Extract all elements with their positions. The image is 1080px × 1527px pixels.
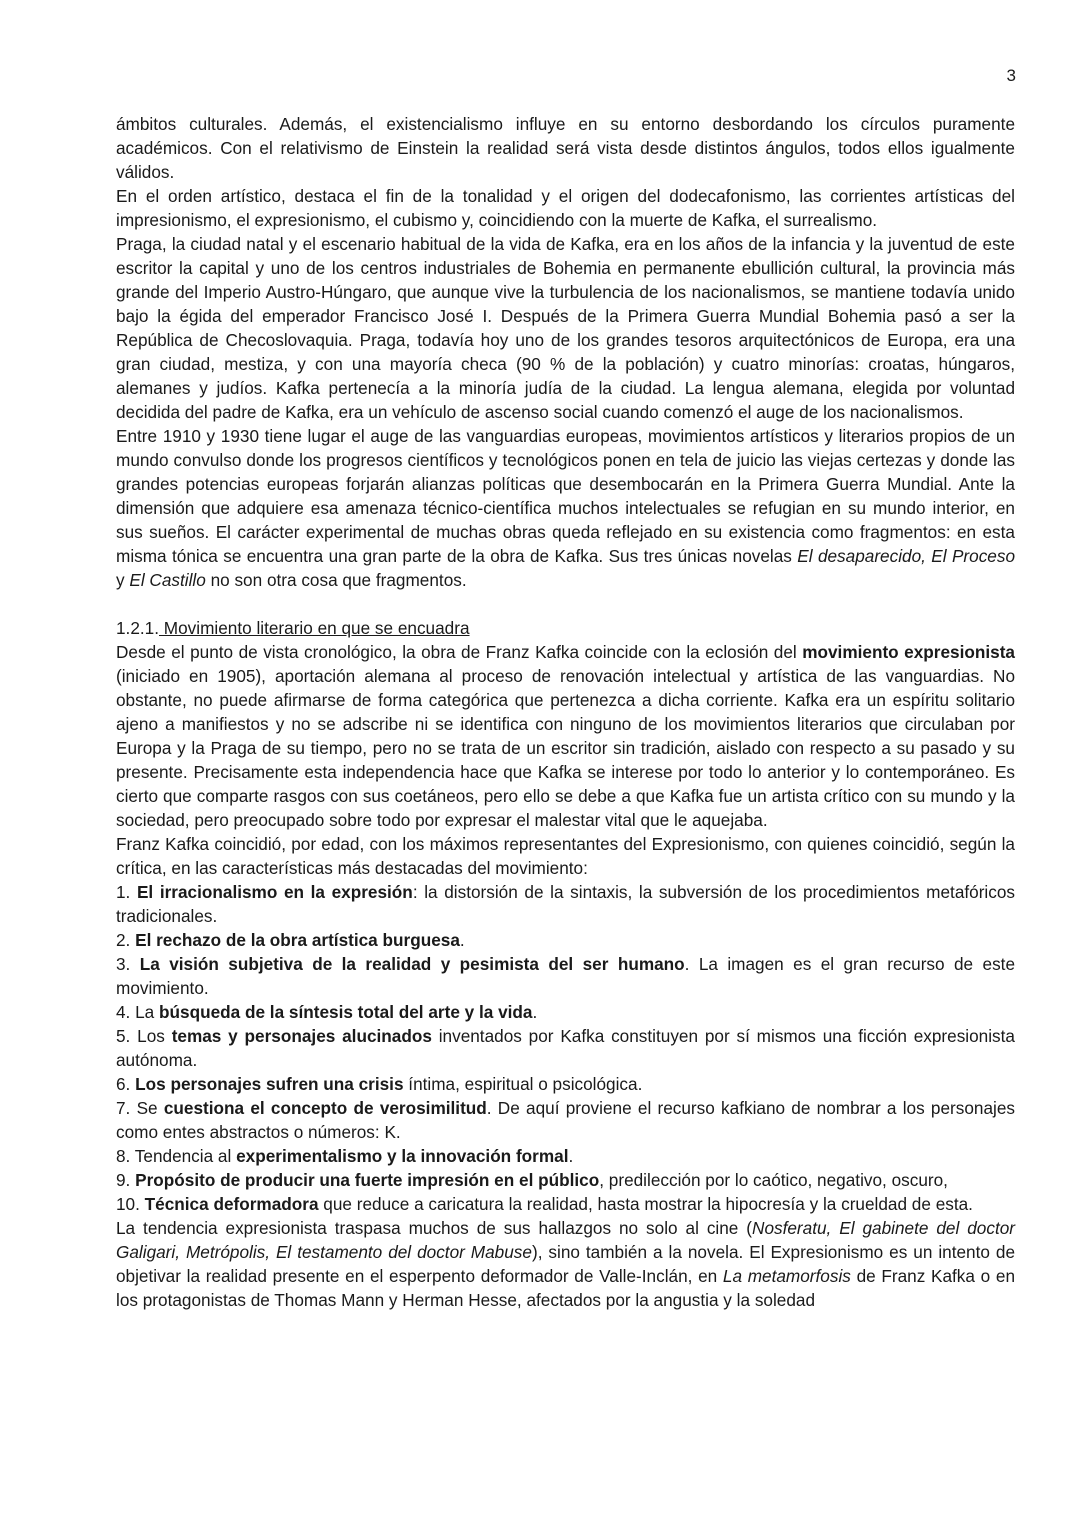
section-heading bbox=[116, 616, 1015, 640]
list-item: 5. Los temas y personajes alucinados inventados por Kafka constituyen por sí mismos una ficción expresionista autónoma. bbox=[116, 1026, 1015, 1070]
novel-title-castle: El Castillo bbox=[129, 570, 206, 590]
novel-titles: El desaparecido, El Proceso bbox=[797, 546, 1016, 566]
paragraph-avant-garde: Entre 1910 y 1930 tiene lugar el auge de las vanguardias europeas, movimientos artísticos y literarios propios de un mundo convulso donde los progresos científicos y tecnológicos ponen en tela de juicio las viejas certezas y donde las grandes potencias europeas forjarán alianzas políticas que desembocarán en la Primera Guerra Mundial. Ante la dimensión que adquiere esa amenaza técnico-científica muchos intelectuales se refugian en su mundo interior, en sus sueños. El carácter experimental de muchas obras queda reflejado en su existencia como fragmentos: en esta misma tónica se encuentra una gran parte de la obra de Kafka. Sus tres únicas novelas El desaparecido, El Proceso y El Castillo no son otra cosa que fragmentos. bbox=[116, 426, 1016, 590]
list-item: 4. La búsqueda de la síntesis total del arte y la vida. bbox=[116, 1002, 538, 1022]
section-title: Movimiento literario en que se encuadra bbox=[159, 618, 470, 638]
characteristics-list bbox=[116, 880, 1015, 1216]
paragraph-cultural-context: ámbitos culturales. Además, el existencialismo influye en su entorno desbordando los círculos puramente académicos. Con el relativismo de Einstein la realidad será vista desde distintos ángulos, todos ellos igualmente válidos. bbox=[116, 114, 1015, 182]
list-item: 1. El irracionalismo en la expresión: la distorsión de la sintaxis, la subversión de los procedimientos metafóricos tradicionales. bbox=[116, 882, 1016, 926]
paragraph-characteristics-intro: Franz Kafka coincidió, por edad, con los máximos representantes del Expresionismo, con quienes coincidió, según la crítica, en las características más destacadas del movimiento: bbox=[116, 834, 1015, 878]
page-number: 3 bbox=[1006, 66, 1016, 85]
paragraph-chronology: Desde el punto de vista cronológico, la obra de Franz Kafka coincide con la eclosión del movimiento expresionista (iniciado en 1905), aportación alemana al proceso de renovación intelectual y artística de las vanguardias. No obstante, no puede afirmarse de forma categórica que pertenezca a dicha corriente. Kafka era un espíritu solitario ajeno a manifiestos y no se adscribe ni se identifica con ninguno de los movimientos literarios que circulaban por Europa y la Praga de su tiempo, pero no se trata de un escritor sin tradición, aislado con respecto a su pasado y su presente. Precisamente esta independencia hace que Kafka se interese por todo lo anterior y lo contemporáneo. Es cierto que comparte rasgos con sus coetáneos, pero ello se debe a que Kafka fue un artista crítico con su mundo y la sociedad, pero preocupado sobre todo por expresar el malestar vital que le aquejaba. bbox=[116, 642, 1015, 830]
paragraph-prague: Praga, la ciudad natal y el escenario habitual de la vida de Kafka, era en los años de la infancia y la juventud de este escritor la capital y uno de los centros industriales de Bohemia en permanente ebullición cultural, la provincia más grande del Imperio Austro-Húngaro, que aunque vive la turbulencia de los nacionalismos, se mantiene todavía unido bajo la égida del emperador Francisco José I. Después de la Primera Guerra Mundial Bohemia pasó a ser la República de Checoslovaquia. Praga, todavía hoy uno de los grandes tesoros arquitectónicos de Europa, era una gran ciudad, mestiza, y con una mayoría checa (90 % de la población) y cuatro minorías: croatas, húngaros, alemanes y judíos. Kafka pertenecía a la minoría judía de la ciudad. La lengua alemana, elegida por voluntad decidida del padre de Kafka, era un vehículo de ascenso social cuando comenzó el auge de los nacionalismos. bbox=[116, 234, 1015, 422]
list-item: 9. Propósito de producir una fuerte impresión en el público, predilección por lo caótico, negativo, oscuro, bbox=[116, 1170, 948, 1190]
list-item: 10. Técnica deformadora que reduce a caricatura la realidad, hasta mostrar la hipocresía y la crueldad de esta. bbox=[116, 1194, 973, 1214]
film-titles: Nosferatu, El gabinete del doctor Galigari, Metrópolis, El testamento del doctor Mabuse bbox=[116, 1218, 1015, 1262]
paragraph-artistic-order: En el orden artístico, destaca el fin de la tonalidad y el origen del dodecafonismo, las corrientes artísticas del impresionismo, el expresionismo, el cubismo y, coincidiendo con la muerte de Kafka, el surrealismo. bbox=[116, 186, 1015, 230]
list-item: 7. Se cuestiona el concepto de verosimilitud. De aquí proviene el recurso kafkiano de nombrar a los personajes como entes abstractos o números: K. bbox=[116, 1098, 1015, 1142]
list-item: 3. La visión subjetiva de la realidad y pesimista del ser humano. La imagen es el gran recurso de este movimiento. bbox=[116, 954, 1016, 998]
list-item: 2. El rechazo de la obra artística burguesa. bbox=[116, 930, 465, 950]
work-title-metamorphosis: La metamorfosis bbox=[722, 1266, 851, 1286]
paragraph-expressionist-legacy: La tendencia expresionista traspasa muchos de sus hallazgos no solo al cine (Nosferatu, El gabinete del doctor Galigari, Metrópolis, El testamento del doctor Mabuse), sino también a la novela. El Expresionismo es un intento de objetivar la realidad presente en el esperpento deformador de Valle-Inclán, en La metamorfosis de Franz Kafka o en los protagonistas de Thomas Mann y Herman Hesse, afectados por la angustia y la soledad bbox=[116, 1218, 1016, 1310]
document-body bbox=[116, 112, 1015, 1312]
bold-term: movimiento expresionista bbox=[802, 642, 1015, 662]
list-item: 6. Los personajes sufren una crisis íntima, espiritual o psicológica. bbox=[116, 1074, 643, 1094]
section-number: 1.2.1. bbox=[116, 618, 160, 638]
list-item: 8. Tendencia al experimentalismo y la innovación formal. bbox=[116, 1146, 574, 1166]
